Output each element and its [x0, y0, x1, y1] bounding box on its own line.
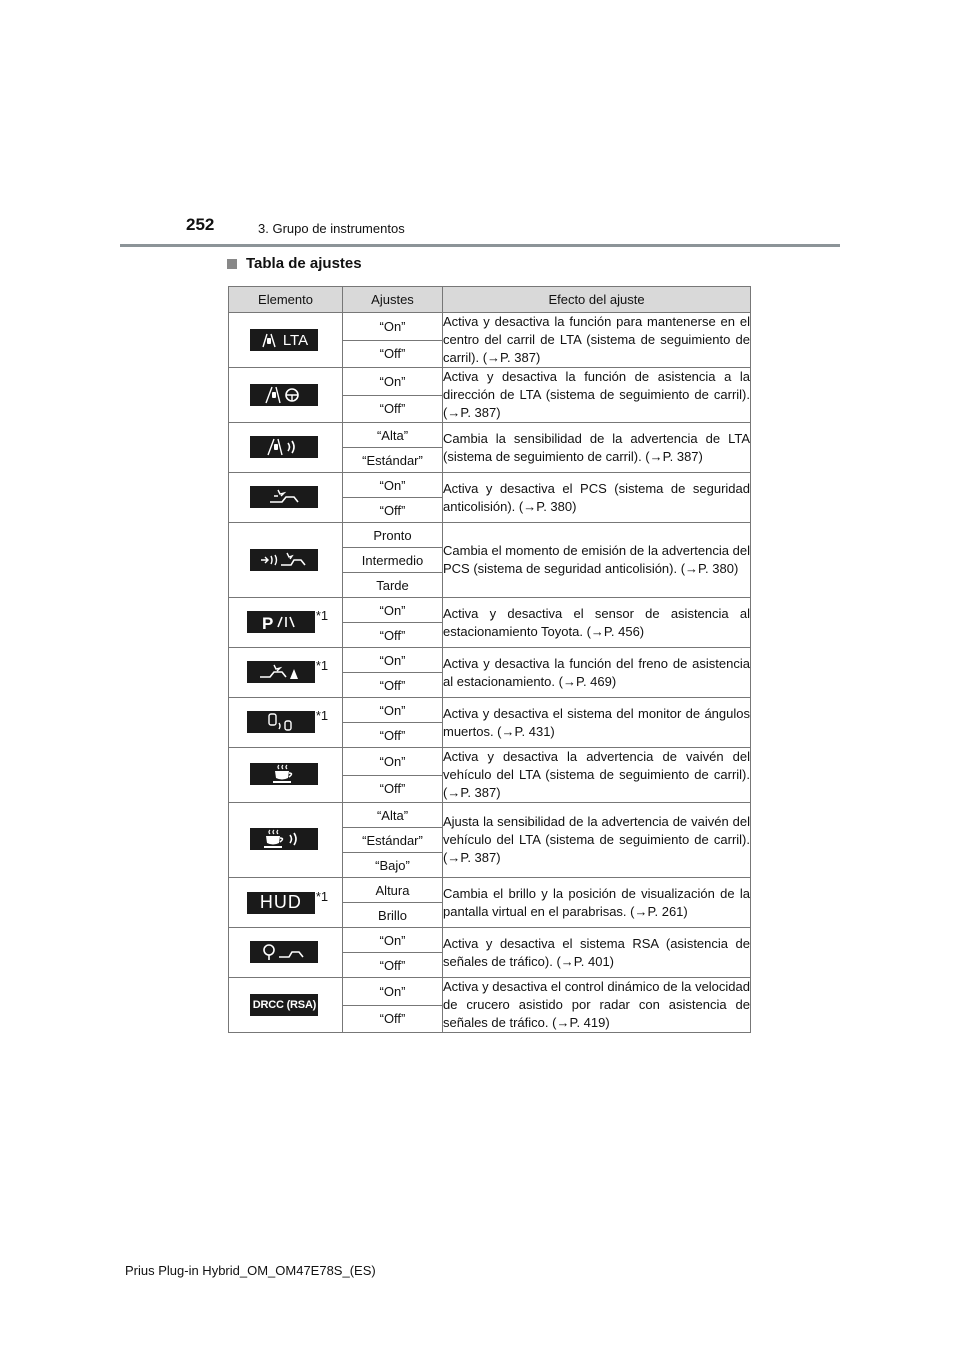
- setting-value: “On”: [343, 698, 443, 723]
- setting-value: “On”: [343, 648, 443, 673]
- setting-value: “Bajo”: [343, 853, 443, 878]
- table-row: [229, 313, 751, 341]
- setting-value: “Estándar”: [343, 828, 443, 853]
- setting-value: “On”: [343, 313, 443, 341]
- column-header-effect: Efecto del ajuste: [443, 287, 751, 313]
- element-cell: [229, 423, 343, 473]
- table-row: [229, 748, 751, 776]
- element-cell: [229, 313, 343, 368]
- section-heading: [227, 255, 362, 272]
- parking-sensor-icon: [247, 611, 315, 633]
- icon-label: LTA: [282, 331, 309, 349]
- table-row: [229, 473, 751, 498]
- setting-value: “On”: [343, 473, 443, 498]
- element-cell: [229, 473, 343, 523]
- hud-icon: [247, 892, 315, 914]
- setting-effect: Activa y desactiva el control dinámico de la velocidad de crucero asistido por radar con asistencia de señales de tráfico. (→P. 419): [443, 978, 751, 1033]
- element-cell: [229, 598, 343, 648]
- setting-value: “Off”: [343, 1005, 443, 1033]
- setting-value: Altura: [343, 878, 443, 903]
- setting-value: “Off”: [343, 723, 443, 748]
- footer-doc-id: Prius Plug-in Hybrid_OM_OM47E78S_(ES): [125, 1263, 376, 1278]
- drcc-rsa-icon: [250, 994, 318, 1016]
- page-number: 252: [186, 215, 215, 234]
- setting-value: “Off”: [343, 673, 443, 698]
- setting-effect: Activa y desactiva el sensor de asistencia al estacionamiento Toyota. (→P. 456): [443, 598, 751, 648]
- element-cell: [229, 928, 343, 978]
- setting-effect: Activa y desactiva la advertencia de vaivén del vehículo del LTA (sistema de seguimiento de carril). (→P. 387): [443, 748, 751, 803]
- element-cell: [229, 648, 343, 698]
- element-cell: [229, 803, 343, 878]
- setting-value: Intermedio: [343, 548, 443, 573]
- setting-value: “Alta”: [343, 803, 443, 828]
- setting-value: “Estándar”: [343, 448, 443, 473]
- setting-value: Pronto: [343, 523, 443, 548]
- setting-value: Tarde: [343, 573, 443, 598]
- table-row: [229, 598, 751, 623]
- parking-brake-assist-icon: [247, 661, 315, 683]
- section-bullet-icon: [227, 259, 237, 269]
- icon-label: DRCC (RSA): [252, 999, 317, 1011]
- setting-value: “Off”: [343, 498, 443, 523]
- setting-value: “On”: [343, 598, 443, 623]
- table-row: [229, 978, 751, 1006]
- footnote-marker: *1: [315, 608, 329, 623]
- header-rule: [120, 244, 840, 247]
- setting-effect: Ajusta la sensibilidad de la advertencia de vaivén del vehículo del LTA (sistema de seguimiento de carril). (→P. 387): [443, 803, 751, 878]
- setting-value: “Off”: [343, 340, 443, 368]
- table-row: [229, 423, 751, 448]
- setting-effect: Activa y desactiva la función del freno de asistencia al estacionamiento. (→P. 469): [443, 648, 751, 698]
- element-cell: [229, 978, 343, 1033]
- table-row: [229, 928, 751, 953]
- setting-value: “Off”: [343, 395, 443, 423]
- svg-text:P: P: [261, 614, 274, 631]
- setting-effect: Activa y desactiva el sistema RSA (asistencia de señales de tráfico). (→P. 401): [443, 928, 751, 978]
- sway-warning-sensitivity-icon: [250, 828, 318, 850]
- table-row: [229, 523, 751, 548]
- setting-value: “Off”: [343, 953, 443, 978]
- setting-effect: Cambia el momento de emisión de la advertencia del PCS (sistema de seguridad anticolisión). (→P. 380): [443, 523, 751, 598]
- setting-effect: Activa y desactiva el PCS (sistema de seguridad anticolisión). (→P. 380): [443, 473, 751, 523]
- table-row: [229, 648, 751, 673]
- setting-effect: Cambia la sensibilidad de la advertencia de LTA (sistema de seguimiento de carril). (→P. 387): [443, 423, 751, 473]
- element-cell: [229, 698, 343, 748]
- table-header-row: [229, 287, 751, 313]
- rsa-icon: [250, 941, 318, 963]
- section-title: Tabla de ajustes: [246, 255, 362, 272]
- setting-value: “Alta”: [343, 423, 443, 448]
- pcs-warning-timing-icon: [250, 549, 318, 571]
- setting-value: “On”: [343, 368, 443, 396]
- lta-icon: [250, 329, 318, 351]
- element-cell: [229, 523, 343, 598]
- pcs-icon: [250, 486, 318, 508]
- column-header-element: Elemento: [229, 287, 343, 313]
- icon-label: HUD: [259, 892, 302, 912]
- setting-value: “Off”: [343, 623, 443, 648]
- table-row: [229, 368, 751, 396]
- element-cell: [229, 878, 343, 928]
- setting-effect: Activa y desactiva la función de asistencia a la dirección de LTA (sistema de seguimiento de carril). (→P. 387): [443, 368, 751, 423]
- column-header-settings: Ajustes: [343, 287, 443, 313]
- element-cell: [229, 368, 343, 423]
- setting-value: “On”: [343, 978, 443, 1006]
- blind-spot-monitor-icon: [247, 711, 315, 733]
- setting-value: “On”: [343, 928, 443, 953]
- footnote-marker: *1: [315, 658, 329, 673]
- setting-value: “On”: [343, 748, 443, 776]
- lta-steering-assist-icon: [250, 384, 318, 406]
- lta-sensitivity-icon: [250, 436, 318, 458]
- settings-table: [228, 286, 751, 1033]
- setting-effect: Activa y desactiva el sistema del monitor de ángulos muertos. (→P. 431): [443, 698, 751, 748]
- setting-value: “Off”: [343, 775, 443, 803]
- setting-value: Brillo: [343, 903, 443, 928]
- sway-warning-icon: [250, 763, 318, 785]
- chapter-title: 3. Grupo de instrumentos: [258, 221, 405, 236]
- table-row: [229, 878, 751, 903]
- footnote-marker: *1: [315, 708, 329, 723]
- table-row: [229, 698, 751, 723]
- element-cell: [229, 748, 343, 803]
- footnote-marker: *1: [315, 888, 329, 904]
- setting-effect: Cambia el brillo y la posición de visualización de la pantalla virtual en el parabrisas. (→P. 261): [443, 878, 751, 928]
- table-row: [229, 803, 751, 828]
- setting-effect: Activa y desactiva la función para mantenerse en el centro del carril de LTA (sistema de seguimiento de carril). (→P. 387): [443, 313, 751, 368]
